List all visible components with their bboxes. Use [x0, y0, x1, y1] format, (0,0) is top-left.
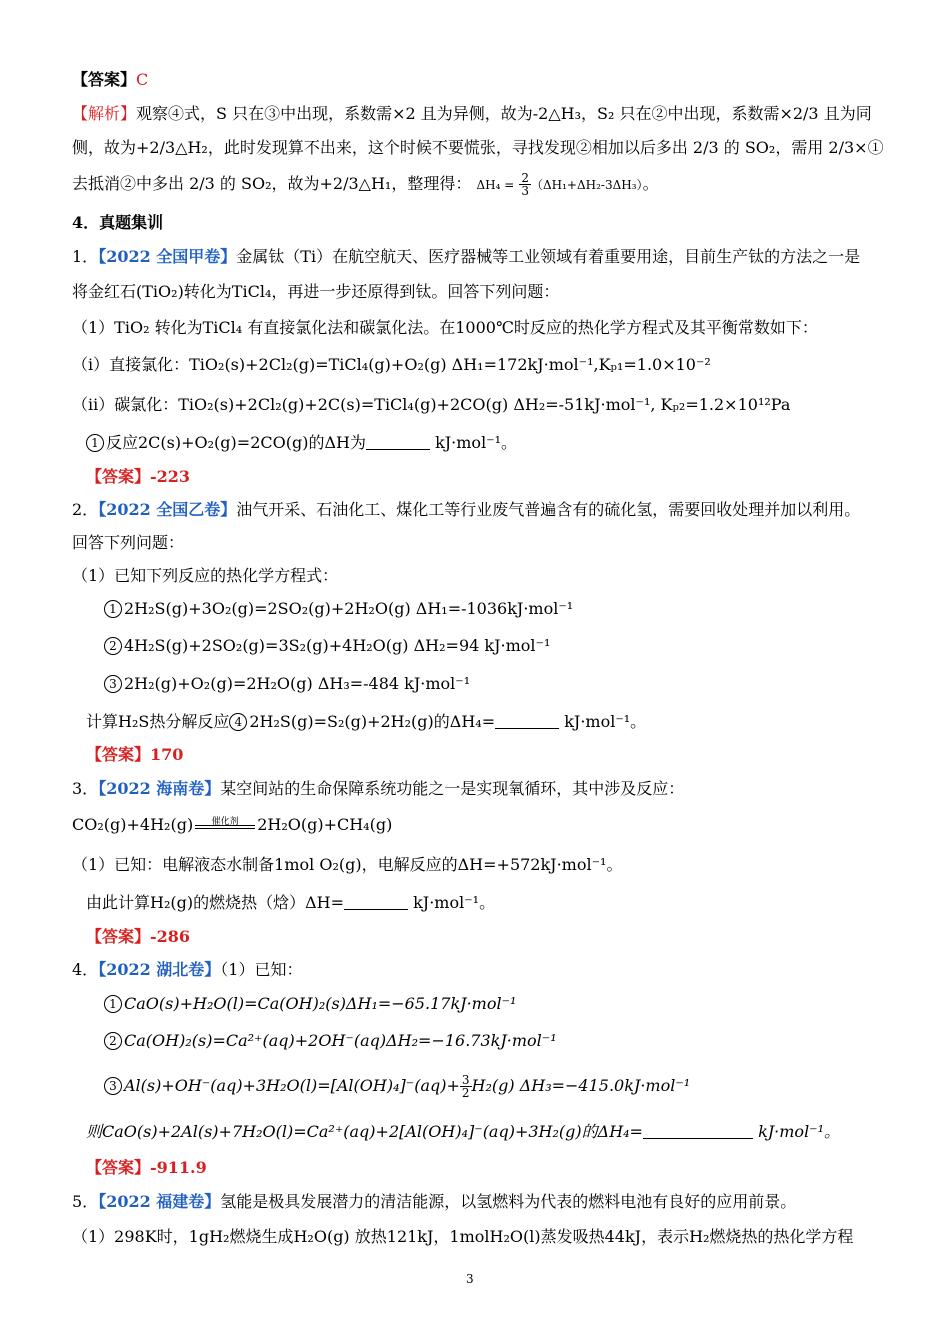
q3-source: 【2022 海南卷】	[98, 779, 221, 798]
q1-eq-ii: （ii）碳氯化：TiO₂(s)+2Cl₂(g)+2C(s)=TiCl₄(g)+2CO(g) ΔH₂=-51kJ·mol⁻¹, Kₚ₂=1.2×10¹²Pa	[72, 395, 791, 414]
analysis-label: 【解析】	[72, 104, 137, 123]
answer-label: 【答案】	[72, 70, 137, 89]
analysis-line-1	[72, 102, 872, 126]
q5-line-2: （1）298K时，1gH₂燃烧生成H₂O(g) 放热121kJ，1molH₂O(l)蒸发吸热44kJ，表示H₂燃烧热的热化学方程	[72, 1227, 854, 1246]
answer-blank	[643, 1124, 753, 1139]
q1-source: 【2022 全国甲卷】	[98, 247, 237, 266]
q3-ask-unit: kJ·mol⁻¹。	[413, 893, 496, 912]
q3-line-1	[72, 777, 684, 801]
q3-number: 3．	[72, 779, 99, 798]
answer-blank	[344, 895, 408, 910]
q1-answer-value: -223	[150, 467, 191, 486]
q3-text-1: 某空间站的生命保障系统功能之一是实现氧循环，其中涉及反应：	[220, 779, 685, 798]
q1-ask-unit: kJ·mol⁻¹。	[435, 433, 518, 452]
answer-line	[72, 68, 148, 92]
q1-line-1	[72, 245, 860, 269]
q4-number: 4．	[72, 960, 99, 979]
q2-ask	[86, 710, 646, 734]
fraction-numerator: 3	[461, 1073, 470, 1087]
q1-number: 1．	[72, 247, 99, 266]
fraction-numerator: 2	[521, 171, 529, 185]
q2-eq-1-text: 2H₂S(g)+3O₂(g)=2SO₂(g)+2H₂O(g) ΔH₁=-1036kJ·mol⁻¹	[124, 599, 574, 618]
q2-line-1	[72, 498, 860, 522]
q5-source: 【2022 福建卷】	[98, 1192, 221, 1211]
q3-ask-text: 由此计算H₂(g)的燃烧热（焓）ΔH=	[86, 893, 345, 912]
q1-ask-text: 反应2C(s)+O₂(g)=2CO(g)的ΔH为	[106, 433, 366, 452]
answer-blank	[366, 435, 430, 450]
circled-number: 1	[104, 600, 122, 618]
section-title: 4．真题集训	[72, 213, 164, 232]
circled-number: 3	[104, 675, 122, 693]
analysis-fraction	[519, 172, 531, 197]
q2-eq-2	[104, 634, 550, 658]
analysis-text-1: 观察④式，S 只在③中出现，系数需×2 且为异侧，故为-2△H₃，S₂ 只在②中出现，系数需×2/3 且为同	[136, 104, 872, 123]
q4-text-1: （1）已知：	[220, 960, 303, 979]
q2-ask-text: 计算H₂S热分解反应	[86, 712, 230, 731]
q4-eq-1-text: CaO(s)+H₂O(l)=Ca(OH)₂(s)ΔH₁=−65.17kJ·mol⁻¹	[124, 994, 517, 1013]
fraction-denominator: 3	[521, 184, 529, 198]
q5-text-1: 氢能是极具发展潜力的清洁能源，以氢燃料为代表的燃料电池有良好的应用前景。	[220, 1192, 797, 1211]
q4-eq-2-text: Ca(OH)₂(s)=Ca²⁺(aq)+2OH⁻(aq)ΔH₂=−16.73kJ·mol⁻¹	[124, 1031, 557, 1050]
q4-eq-2	[104, 1029, 557, 1053]
q1-ask	[86, 431, 517, 455]
q2-sub-1: （1）已知下列反应的热化学方程式：	[72, 566, 339, 585]
q3-equation	[72, 813, 392, 837]
q1-answer-label: 【答案】	[86, 467, 151, 486]
q5-line-1	[72, 1190, 796, 1214]
equilibrium-arrow-icon	[193, 816, 257, 832]
analysis-formula-rhs: （ΔH₁+ΔH₂-3ΔH₃）	[530, 178, 643, 192]
q3-ask	[86, 891, 495, 915]
q5-number: 5．	[72, 1192, 99, 1211]
circled-number: 2	[104, 637, 122, 655]
q4-answer	[86, 1156, 207, 1180]
q2-eq-3-text: 2H₂(g)+O₂(g)=2H₂O(g) ΔH₃=-484 kJ·mol⁻¹	[124, 674, 471, 693]
catalyst-label: 催化剂	[211, 817, 239, 827]
q4-source: 【2022 湖北卷】	[98, 960, 221, 979]
q1-eq-i: （i）直接氯化：TiO₂(s)+2Cl₂(g)=TiCl₄(g)+O₂(g) ΔH₁=172kJ·mol⁻¹,Kₚ₁=1.0×10⁻²	[72, 355, 711, 374]
q1-sub-1: （1）TiO₂ 转化为TiCl₄ 有直接氯化法和碳氯化法。在1000℃时反应的热化学方程式及其平衡常数如下：	[72, 318, 818, 337]
q1-line-2: 将金红石(TiO₂)转化为TiCl₄，再进一步还原得到钛。回答下列问题：	[72, 282, 560, 301]
q4-answer-label: 【答案】	[86, 1158, 151, 1177]
q4-ask-unit: kJ·mol⁻¹。	[758, 1122, 841, 1141]
circled-number: 1	[104, 995, 122, 1013]
q4-eq-3	[104, 1074, 690, 1099]
q2-text-1: 油气开采、石油化工、煤化工等行业废气普遍含有的硫化氢，需要回收处理并加以利用。	[236, 500, 861, 519]
analysis-line-2: 侧，故为+2/3△H₂，此时发现算不出来，这个时候不要慌张，寻找发现②相加以后多出 2/3 的 SO₂，需用 2/3×①	[72, 138, 884, 157]
q3-eq-lhs: CO₂(g)+4H₂(g)	[72, 815, 194, 834]
circled-number: 4	[229, 713, 247, 731]
q4-eq-3-tail: H₂(g) ΔH₃=−415.0kJ·mol⁻¹	[471, 1076, 691, 1095]
q4-eq-1	[104, 992, 516, 1016]
q2-answer-value: 170	[150, 745, 184, 764]
answer-value: C	[136, 70, 149, 89]
q2-line-2: 回答下列问题：	[72, 533, 185, 552]
q3-sub-1: （1）已知：电解液态水制备1mol O₂(g)，电解反应的ΔH=+572kJ·mol⁻¹。	[72, 855, 623, 874]
q2-eq-2-text: 4H₂S(g)+2SO₂(g)=3S₂(g)+4H₂O(g) ΔH₂=94 kJ·mol⁻¹	[124, 636, 551, 655]
q3-answer-label: 【答案】	[86, 927, 151, 946]
q2-answer	[86, 743, 183, 767]
q4-eq-3-text: Al(s)+OH⁻(aq)+3H₂O(l)=[Al(OH)₄]⁻(aq)+	[124, 1076, 460, 1095]
q4-eq-3-fraction	[460, 1074, 472, 1099]
analysis-end: 。	[642, 174, 659, 193]
q2-eq-3	[104, 672, 470, 696]
q3-answer	[86, 925, 190, 949]
circled-number: 2	[104, 1032, 122, 1050]
q4-line-1	[72, 958, 302, 982]
page-number: 3	[466, 1272, 474, 1286]
q2-eq-1	[104, 597, 573, 621]
q2-answer-label: 【答案】	[86, 745, 151, 764]
q1-answer	[86, 465, 190, 489]
q3-eq-rhs: 2H₂O(g)+CH₄(g)	[257, 815, 393, 834]
q2-number: 2．	[72, 500, 99, 519]
q1-text-1: 金属钛（Ti）在航空航天、医疗器械等工业领域有着重要用途，目前生产钛的方法之一是	[236, 247, 861, 266]
q4-ask	[86, 1120, 840, 1144]
q2-source: 【2022 全国乙卷】	[98, 500, 237, 519]
circled-number: 3	[104, 1077, 122, 1095]
q3-answer-value: -286	[150, 927, 191, 946]
analysis-formula-lhs: ΔH₄ =	[476, 178, 515, 192]
q4-answer-value: -911.9	[150, 1158, 207, 1177]
q2-ask-unit: kJ·mol⁻¹。	[564, 712, 647, 731]
analysis-text-3: 去抵消②中多出 2/3 的 SO₂，故为+2/3△H₁，整理得：	[72, 174, 472, 193]
q4-ask-text: 则CaO(s)+2Al(s)+7H₂O(l)=Ca²⁺(aq)+2[Al(OH)₄]⁻(aq)+3H₂(g)的ΔH₄=	[86, 1122, 643, 1141]
fraction-denominator: 2	[461, 1086, 470, 1100]
q2-ask-eq: 2H₂S(g)=S₂(g)+2H₂(g)的ΔH₄=	[249, 712, 496, 731]
circled-number: 1	[86, 434, 104, 452]
answer-blank	[495, 714, 559, 729]
analysis-line-3	[72, 172, 659, 197]
